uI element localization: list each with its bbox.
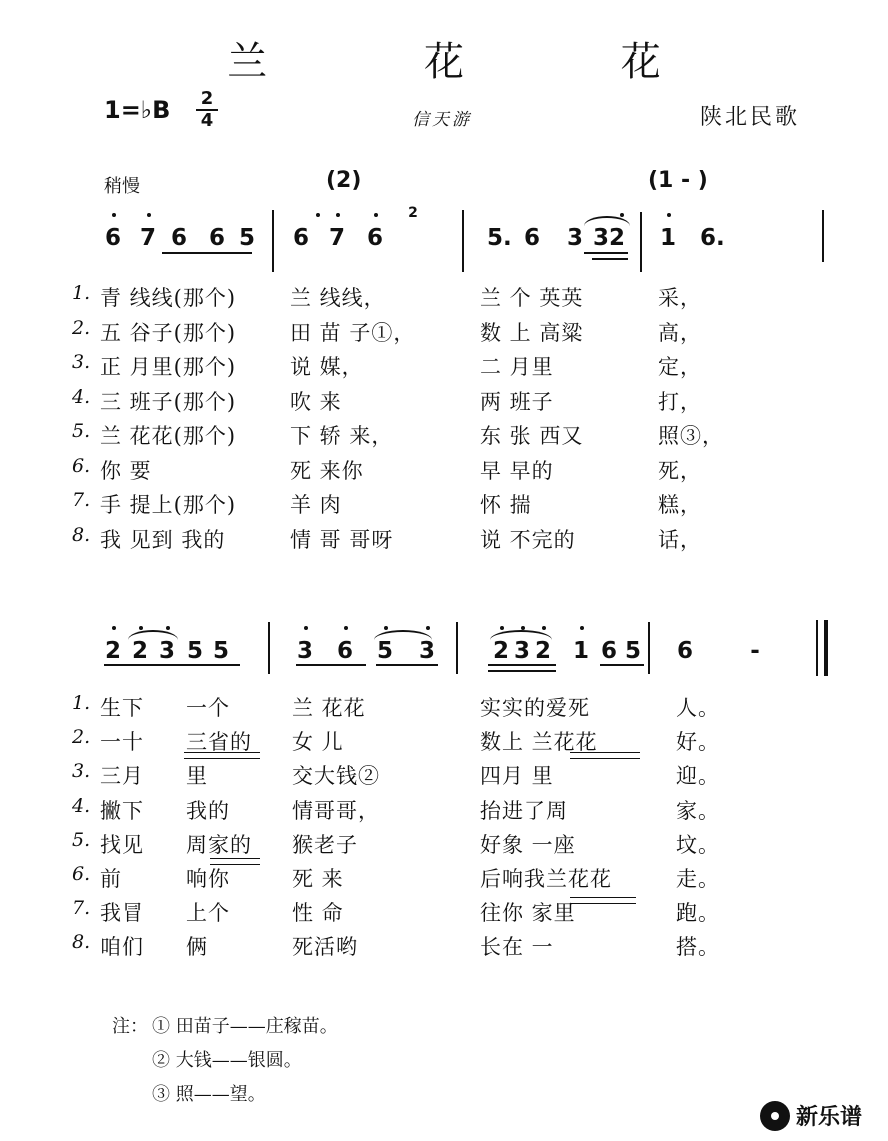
jianpu-note: 2 [608, 225, 625, 251]
key-signature: 1=♭B [104, 96, 171, 124]
verse-number: 6. [72, 863, 91, 885]
beam-line [488, 664, 556, 666]
beam-line [592, 258, 628, 260]
lyric-phrase: 四月 里 [480, 764, 554, 789]
lyric-phrase: 三月 [100, 764, 144, 789]
lyric-phrase: 周家的 [186, 832, 252, 857]
jianpu-note: 2 [408, 205, 418, 221]
lyric-phrase: 我 见到 我的 [100, 527, 226, 552]
time-top: 2 [200, 88, 214, 109]
octave-dot [166, 626, 170, 630]
jianpu-note: 3 [158, 638, 175, 664]
octave-dot [316, 213, 320, 217]
lyric-phrase: 死 来你 [290, 458, 364, 483]
alt-ending-2: (1 - ) [648, 168, 708, 193]
bar-line [462, 210, 464, 272]
jianpu-note: 6 [366, 225, 383, 251]
lyric-phrase: 糕， [658, 493, 702, 517]
octave-dot [426, 626, 430, 630]
jianpu-note: 6 [523, 225, 540, 251]
jianpu-note: 7 [328, 225, 345, 251]
lyric-phrase: 东 张 西又 [480, 424, 584, 448]
emphasis-underline [570, 897, 636, 904]
jianpu-note: 5 [186, 638, 203, 664]
octave-dot [139, 626, 143, 630]
lyric-phrase: 我的 [186, 798, 230, 823]
notes-label: 注： [112, 1016, 148, 1037]
lyric-phrase: 情哥哥， [292, 798, 380, 823]
jianpu-note: 5 [238, 225, 255, 251]
lyric-phrase: 正 月里(那个) [100, 355, 237, 379]
site-logo [760, 1100, 862, 1131]
jianpu-note: 7 [139, 225, 156, 251]
jianpu-note: 3 [566, 225, 583, 251]
bar-line [640, 212, 642, 272]
lyric-phrase: 撇下 [100, 798, 144, 823]
jianpu-note: 2 [492, 638, 509, 664]
verse-number: 1. [72, 282, 91, 304]
slur-mark [584, 216, 630, 226]
jianpu-note: 5 [624, 638, 641, 664]
lyric-phrase: 说 不完的 [480, 527, 576, 552]
lyric-phrase: 长在 一 [480, 935, 554, 960]
lyric-phrase: 吹 来 [290, 389, 342, 414]
lyric-phrase: 俩 [186, 935, 208, 960]
lyric-phrase: 迎。 [676, 764, 720, 789]
jianpu-note: 6. [700, 225, 725, 251]
jianpu-note: - [750, 638, 760, 664]
lyric-phrase: 三省的 [186, 730, 252, 755]
record-icon [760, 1101, 790, 1131]
lyric-phrase: 兰 花花 [292, 696, 366, 720]
lyric-phrase: 兰 花花(那个) [100, 424, 237, 448]
octave-dot [147, 213, 151, 217]
slur-mark [374, 630, 432, 640]
lyric-phrase: 三 班子(那个) [100, 389, 237, 414]
jianpu-note: 6 [292, 225, 309, 251]
lyric-phrase: 我冒 [100, 901, 144, 926]
lyric-phrase: 死 来 [292, 867, 344, 891]
jianpu-note: 2 [104, 638, 121, 664]
lyric-phrase: 里 [186, 764, 208, 789]
lyric-phrase: 照③， [658, 424, 724, 448]
verse-number: 6. [72, 454, 91, 477]
jianpu-note: 1 [659, 225, 676, 251]
jianpu-note: 6 [600, 638, 617, 664]
beam-line [296, 664, 366, 666]
footnote-3: ③ 照——望。 [152, 1084, 266, 1105]
lyric-phrase: 交大钱② [292, 764, 380, 789]
verse-number: 7. [72, 489, 91, 511]
lyric-phrase: 话， [658, 527, 702, 552]
jianpu-note: 1 [572, 638, 589, 664]
emphasis-underline [570, 752, 640, 759]
bar-line [456, 622, 458, 674]
bar-line [822, 210, 824, 262]
footnote-2: ② 大钱——银圆。 [152, 1050, 302, 1071]
beam-line [584, 252, 628, 254]
lyric-phrase: 一个 [186, 696, 230, 720]
lyric-phrase: 情 哥 哥呀 [290, 527, 394, 552]
lyric-phrase: 搭。 [676, 935, 720, 960]
lyric-phrase: 好象 一座 [480, 832, 576, 857]
beam-line [488, 670, 556, 672]
beam-line [230, 252, 252, 254]
lyric-phrase: 跑。 [676, 901, 720, 926]
lyric-phrase: 猴老子 [292, 832, 358, 857]
verse-number: 2. [72, 316, 91, 339]
logo-text: 新乐谱 [796, 1105, 863, 1130]
lyric-phrase: 死， [658, 458, 702, 483]
beam-line [600, 664, 644, 666]
jianpu-note: 6 [170, 225, 187, 251]
lyric-phrase: 青 线线(那个) [100, 286, 237, 310]
jianpu-note: 6 [104, 225, 121, 251]
octave-dot [580, 626, 584, 630]
bar-line [272, 210, 274, 272]
octave-dot [667, 213, 671, 217]
tempo-marking: 稍慢 [104, 176, 140, 197]
jianpu-note: 6 [676, 638, 693, 664]
time-signature [196, 90, 218, 130]
lyric-phrase: 数上 兰花花 [480, 730, 598, 755]
jianpu-note: 2 [131, 638, 148, 664]
footnote-1: ① 田苗子——庄稼苗。 [152, 1016, 338, 1037]
lyric-phrase: 兰 个 英英 [480, 286, 584, 310]
lyric-phrase: 性 命 [292, 901, 344, 926]
lyric-phrase: 羊 肉 [290, 493, 342, 517]
lyric-phrase: 采， [658, 286, 702, 310]
slur-mark [490, 630, 552, 640]
lyric-phrase: 找见 [100, 832, 144, 857]
beam-line [376, 664, 438, 666]
octave-dot [374, 213, 378, 217]
lyric-phrase: 打， [658, 389, 702, 414]
verse-number: 3. [72, 351, 91, 373]
composer: 陕北民歌 [700, 105, 801, 130]
verse-number: 5. [72, 420, 91, 442]
time-bottom: 4 [200, 110, 214, 131]
jianpu-note: 3 [418, 638, 435, 664]
lyric-phrase: 女 儿 [292, 730, 344, 755]
verse-number: 1. [72, 692, 91, 714]
verse-number: 3. [72, 760, 91, 783]
verse-number: 2. [72, 726, 91, 749]
octave-dot [304, 626, 308, 630]
verse-number: 8. [72, 931, 91, 954]
jianpu-note: 6 [336, 638, 353, 664]
lyric-phrase: 数 上 高粱 [480, 320, 584, 345]
lyric-phrase: 家。 [676, 798, 720, 823]
octave-dot [336, 213, 340, 217]
bar-line [816, 620, 818, 676]
octave-dot [384, 626, 388, 630]
lyric-phrase: 说 媒， [290, 355, 364, 379]
verse-number: 8. [72, 523, 91, 546]
lyric-phrase: 走。 [676, 867, 720, 891]
octave-dot [344, 626, 348, 630]
lyric-phrase: 死活哟 [292, 935, 358, 960]
jianpu-note: 6 [208, 225, 225, 251]
bar-line [824, 620, 828, 676]
lyric-phrase: 一十 [100, 730, 144, 755]
lyric-phrase: 人。 [676, 696, 720, 720]
jianpu-note: 5 [376, 638, 393, 664]
alt-ending-1: (2) [326, 168, 362, 193]
lyric-phrase: 往你 家里 [480, 901, 576, 926]
verse-number: 4. [72, 385, 91, 408]
beam-line [104, 664, 240, 666]
emphasis-underline [210, 858, 260, 865]
jianpu-note: 3 [513, 638, 530, 664]
lyric-phrase: 好。 [676, 730, 720, 755]
lyric-phrase: 五 谷子(那个) [100, 320, 237, 345]
lyric-phrase: 高， [658, 320, 702, 345]
lyric-phrase: 田 苗 子①， [290, 320, 416, 345]
lyric-phrase: 手 提上(那个) [100, 493, 237, 517]
lyric-phrase: 怀 揣 [480, 493, 532, 517]
lyric-phrase: 前 [100, 867, 122, 891]
emphasis-underline [184, 752, 260, 759]
lyric-phrase: 定， [658, 355, 702, 379]
lyric-phrase: 抬进了周 [480, 798, 568, 823]
lyric-phrase: 咱们 [100, 935, 144, 960]
slur-mark [128, 630, 178, 640]
lyric-phrase: 兰 线线， [290, 286, 386, 310]
octave-dot [500, 626, 504, 630]
lyric-phrase: 下 轿 来， [290, 424, 394, 448]
jianpu-note: 3 [592, 225, 609, 251]
verse-number: 7. [72, 897, 91, 920]
lyric-phrase: 实实的爱死 [480, 696, 590, 720]
jianpu-note: 3 [296, 638, 313, 664]
lyric-phrase: 响你 [186, 867, 230, 891]
lyric-phrase: 生下 [100, 696, 144, 720]
verse-number: 5. [72, 828, 91, 851]
lyric-phrase: 二 月里 [480, 355, 554, 379]
page-title: 兰 花 花 [227, 39, 733, 85]
jianpu-note: 5. [487, 225, 512, 251]
verse-number: 4. [72, 794, 91, 817]
lyric-phrase: 上个 [186, 901, 230, 926]
jianpu-note: 5 [212, 638, 229, 664]
octave-dot [542, 626, 546, 630]
lyric-phrase: 后响我兰花花 [480, 867, 612, 891]
lyric-phrase: 你 要 [100, 458, 152, 483]
lyric-phrase: 坟。 [676, 832, 720, 857]
octave-dot [112, 213, 116, 217]
jianpu-note: 2 [534, 638, 551, 664]
bar-line [648, 622, 650, 674]
lyricist: 信天游 [412, 110, 472, 130]
bar-line [268, 622, 270, 674]
lyric-phrase: 两 班子 [480, 389, 554, 414]
lyric-phrase: 早 早的 [480, 458, 554, 483]
octave-dot [620, 213, 624, 217]
octave-dot [112, 626, 116, 630]
